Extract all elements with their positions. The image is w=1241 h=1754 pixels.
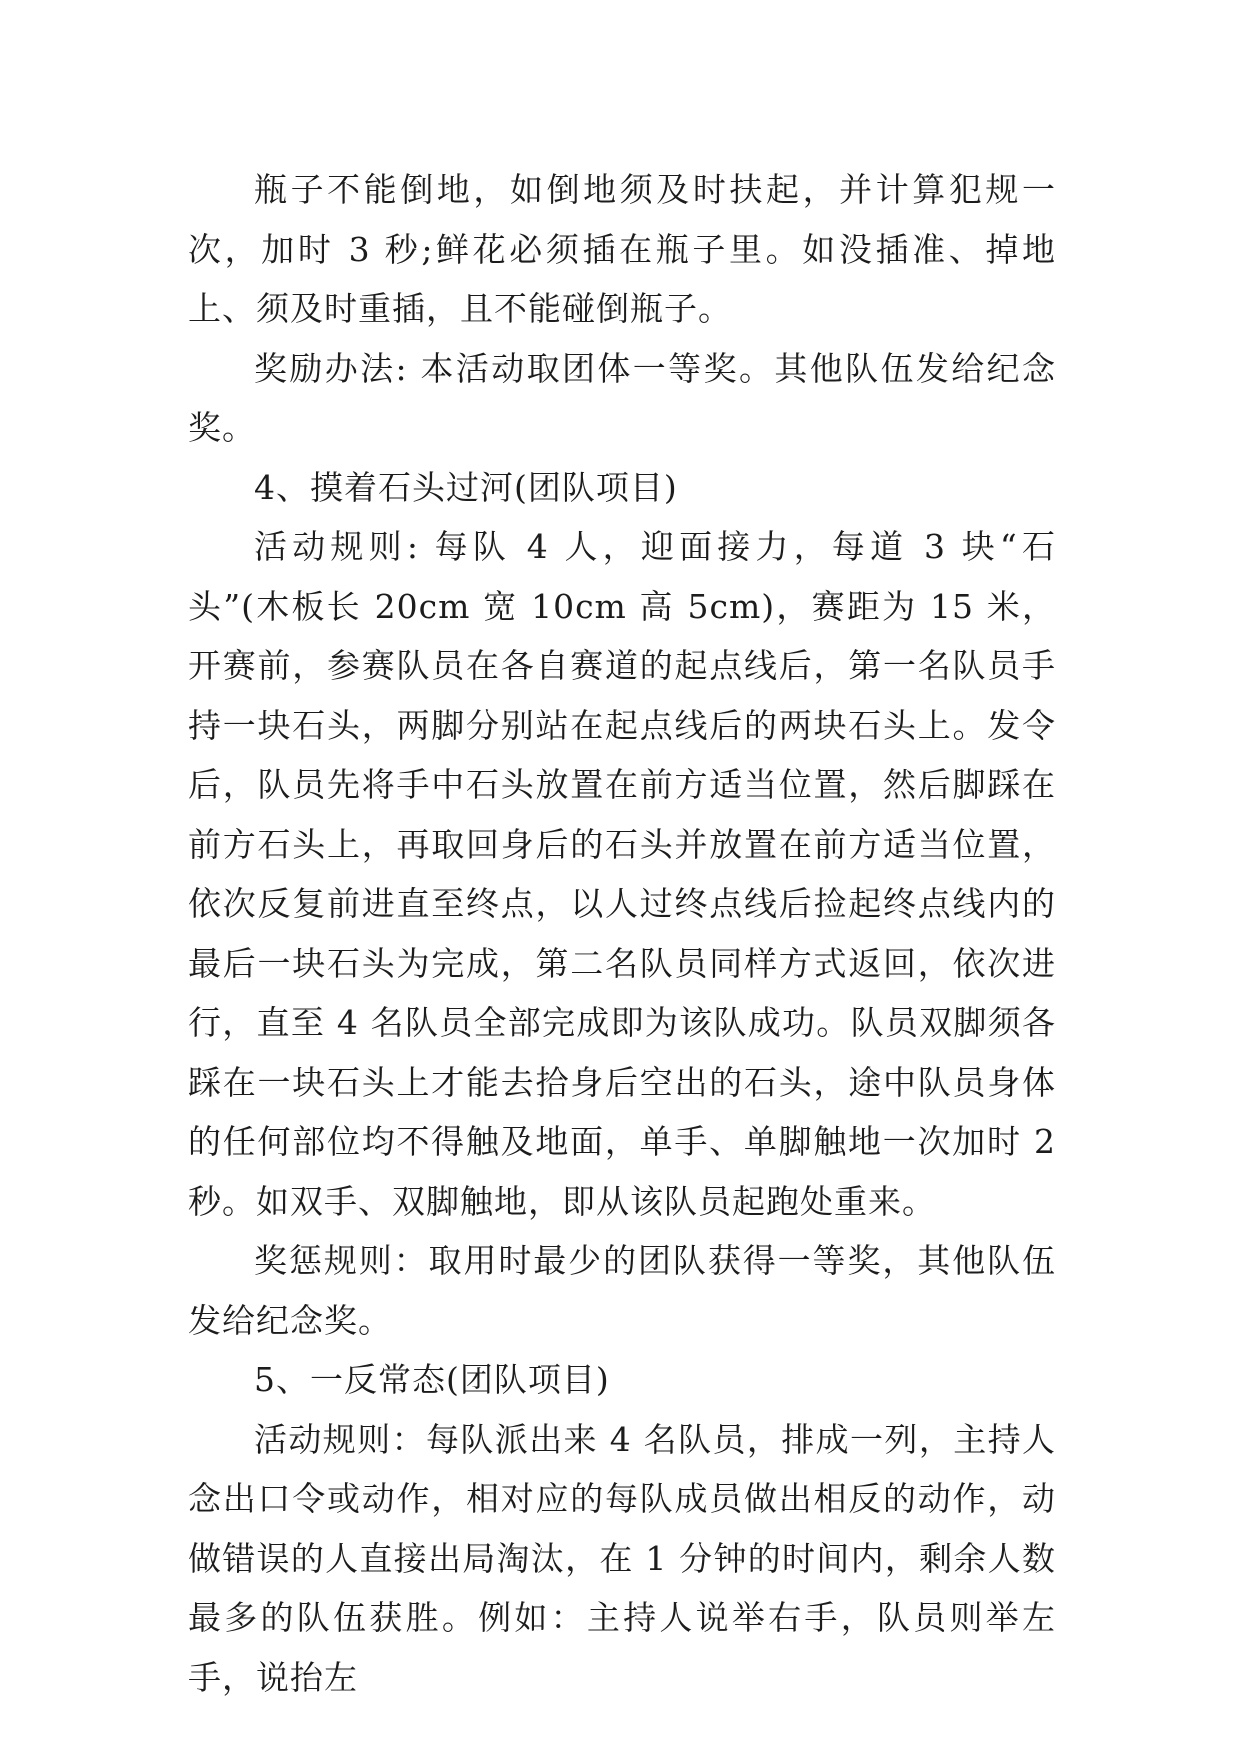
paragraph-reward-method: 奖励办法: 本活动取团体一等奖。其他队伍发给纪念奖。 — [188, 348, 1056, 447]
paragraph-bottle-rules: 瓶子不能倒地，如倒地须及时扶起，并计算犯规一次，加时 3 秒;鲜花必须插在瓶子里。如没插准、掉地上、须及时重插，且不能碰倒瓶子。 — [188, 170, 1056, 328]
paragraph-item-5-rules: 活动规则：每队派出来 4 名队员，排成一列，主持人念出口令或动作，相对应的每队成员做出相反的动作，动做错误的人直接出局淘汰，在 1 分钟的时间内，剩余人数最多的队伍获胜。例如：主持人说举右手，队员则举左手，说抬左 — [188, 1419, 1056, 1697]
document-body — [188, 160, 1056, 1707]
heading-item-5: 5、一反常态(团队项目) — [254, 1360, 610, 1399]
heading-item-4: 4、摸着石头过河(团队项目) — [254, 467, 678, 507]
paragraph-item-4-rewards: 奖惩规则：取用时最少的团队获得一等奖，其他队伍发给纪念奖。 — [188, 1241, 1056, 1340]
paragraph-item-4-rules: 活动规则: 每队 4 人，迎面接力，每道 3 块“石头”(木板长 20cm 宽 10cm 高 5cm)，赛距为 15 米，开赛前，参赛队员在各自赛道的起点线后，第一名队员手持一块石头，两脚分别站在起点线后的两块石头上。发令后，队员先将手中石头放置在前方适当位置，然后脚踩在前方石头上，再取回身后的石头并放置在前方适当位置，依次反复前进直至终点，以人过终点线后捡起终点线内的最后一块石头为完成，第二名队员同样方式返回，依次进行，直至 4 名队员全部完成即为该队成功。队员双脚须各踩在一块石头上才能去拾身后空出的石头，途中队员身体的任何部位均不得触及地面，单手、单脚触地一次加时 2 秒。如双手、双脚触地，即从该队员起跑处重来。 — [188, 527, 1056, 1221]
